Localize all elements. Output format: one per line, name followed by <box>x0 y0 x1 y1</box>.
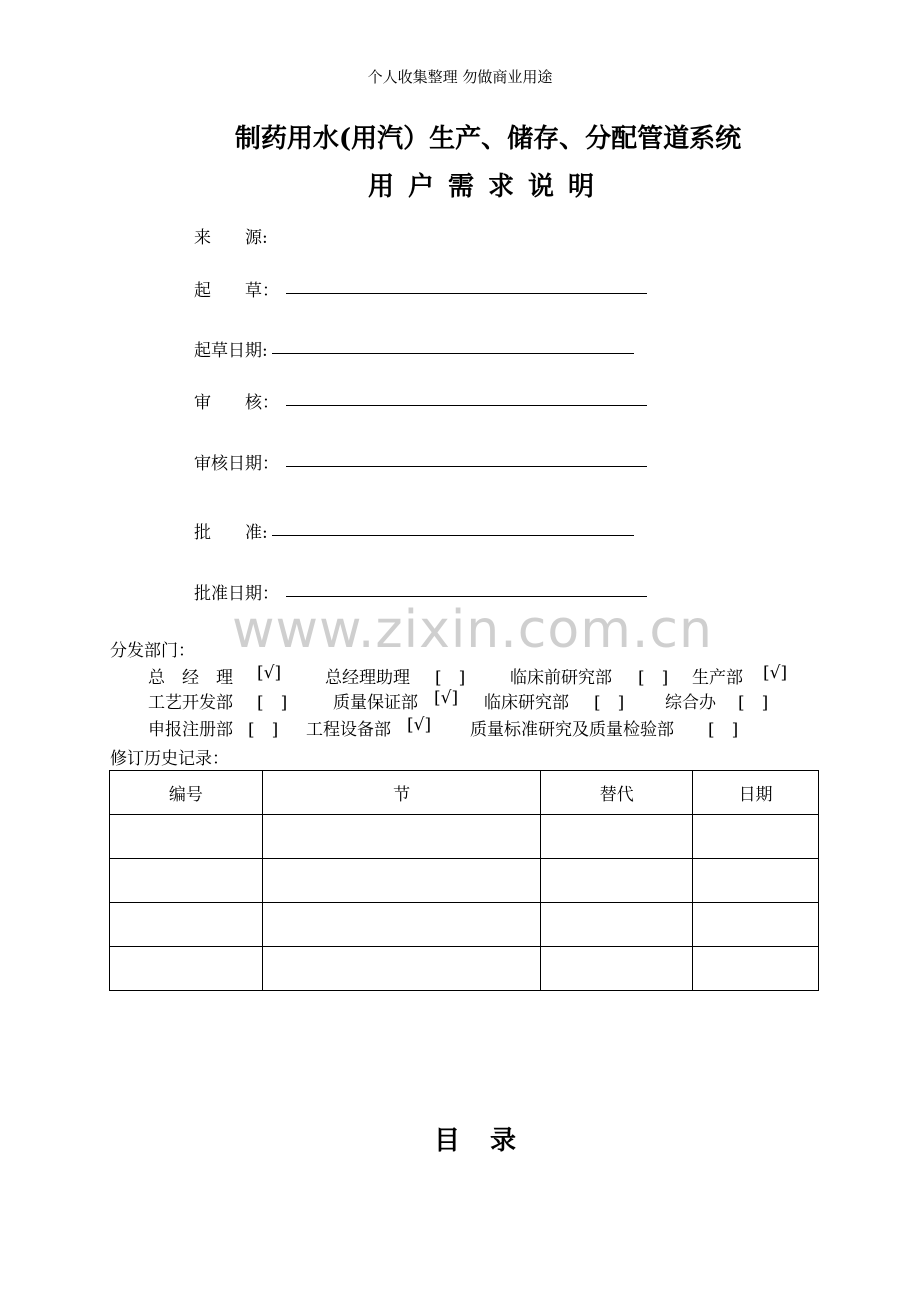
dist-checkbox[interactable]: [√] <box>434 688 459 708</box>
toc-title: 目录 <box>433 1126 546 1156</box>
field-approve-date-label: 批准日期： <box>194 584 279 604</box>
document-subtitle: 用户需求说明 <box>367 172 608 202</box>
dist-checkbox[interactable]: [ ] <box>248 720 279 740</box>
field-approve-line[interactable] <box>272 535 634 536</box>
table-cell[interactable] <box>262 903 541 947</box>
table-cell[interactable] <box>541 815 693 859</box>
table-cell[interactable] <box>693 947 819 991</box>
table-cell[interactable] <box>110 903 263 947</box>
dist-checkbox[interactable]: [ ] <box>257 693 288 713</box>
table-row <box>110 859 819 903</box>
field-draft-line[interactable] <box>286 293 647 294</box>
dist-checkbox[interactable]: [ ] <box>435 668 466 688</box>
dist-name: 申报注册部 <box>148 720 233 740</box>
field-review-date-label: 审核日期： <box>194 454 279 474</box>
column-header-date: 日期 <box>693 771 819 815</box>
table-row <box>110 815 819 859</box>
field-approve-label: 批 准: <box>194 523 268 543</box>
field-review-line[interactable] <box>286 405 647 406</box>
dist-name: 生产部 <box>692 668 743 688</box>
revision-table <box>109 770 819 991</box>
field-review-label: 审 核： <box>194 393 279 413</box>
dist-name: 总 经 理 <box>148 668 233 688</box>
table-cell[interactable] <box>262 815 541 859</box>
document-title: 制药用水(用汽）生产、储存、分配管道系统 <box>234 124 742 154</box>
column-header-section: 节 <box>262 771 541 815</box>
dist-checkbox[interactable]: [ ] <box>708 720 739 740</box>
table-cell[interactable] <box>262 947 541 991</box>
field-draft-date-line[interactable] <box>272 353 634 354</box>
dist-name: 工程设备部 <box>306 720 391 740</box>
revision-heading: 修订历史记录： <box>110 749 229 769</box>
dist-name: 临床前研究部 <box>510 668 612 688</box>
table-cell[interactable] <box>541 947 693 991</box>
field-draft-date-label: 起草日期: <box>194 341 268 361</box>
table-cell[interactable] <box>693 815 819 859</box>
table-cell[interactable] <box>110 859 263 903</box>
dist-name: 质量标准研究及质量检验部 <box>470 720 674 740</box>
table-cell[interactable] <box>693 903 819 947</box>
distribution-heading: 分发部门： <box>110 641 195 661</box>
table-cell[interactable] <box>110 815 263 859</box>
dist-checkbox[interactable]: [ ] <box>638 668 669 688</box>
dist-name: 工艺开发部 <box>148 693 233 713</box>
dist-checkbox[interactable]: [√] <box>407 715 432 735</box>
table-cell[interactable] <box>541 859 693 903</box>
field-approve-date-line[interactable] <box>286 596 647 597</box>
field-review-date-line[interactable] <box>286 466 647 467</box>
dist-checkbox[interactable]: [ ] <box>594 693 625 713</box>
dist-checkbox[interactable]: [√] <box>257 663 282 683</box>
table-header-row <box>110 771 819 815</box>
table-cell[interactable] <box>693 859 819 903</box>
column-header-replace: 替代 <box>541 771 693 815</box>
field-draft-label: 起 草： <box>194 281 279 301</box>
header-note: 个人收集整理 勿做商业用途 <box>367 68 553 86</box>
watermark: www.zixin.com.cn <box>232 600 713 660</box>
dist-checkbox[interactable]: [ ] <box>738 693 769 713</box>
table-row <box>110 947 819 991</box>
table-cell[interactable] <box>262 859 541 903</box>
dist-checkbox[interactable]: [√] <box>763 663 788 683</box>
field-source-label: 来 源: <box>194 228 268 248</box>
dist-name: 质量保证部 <box>333 693 418 713</box>
table-cell[interactable] <box>541 903 693 947</box>
table-cell[interactable] <box>110 947 263 991</box>
table-row <box>110 903 819 947</box>
dist-name: 总经理助理 <box>325 668 410 688</box>
dist-name: 临床研究部 <box>484 693 569 713</box>
dist-name: 综合办 <box>665 693 716 713</box>
column-header-number: 编号 <box>110 771 263 815</box>
